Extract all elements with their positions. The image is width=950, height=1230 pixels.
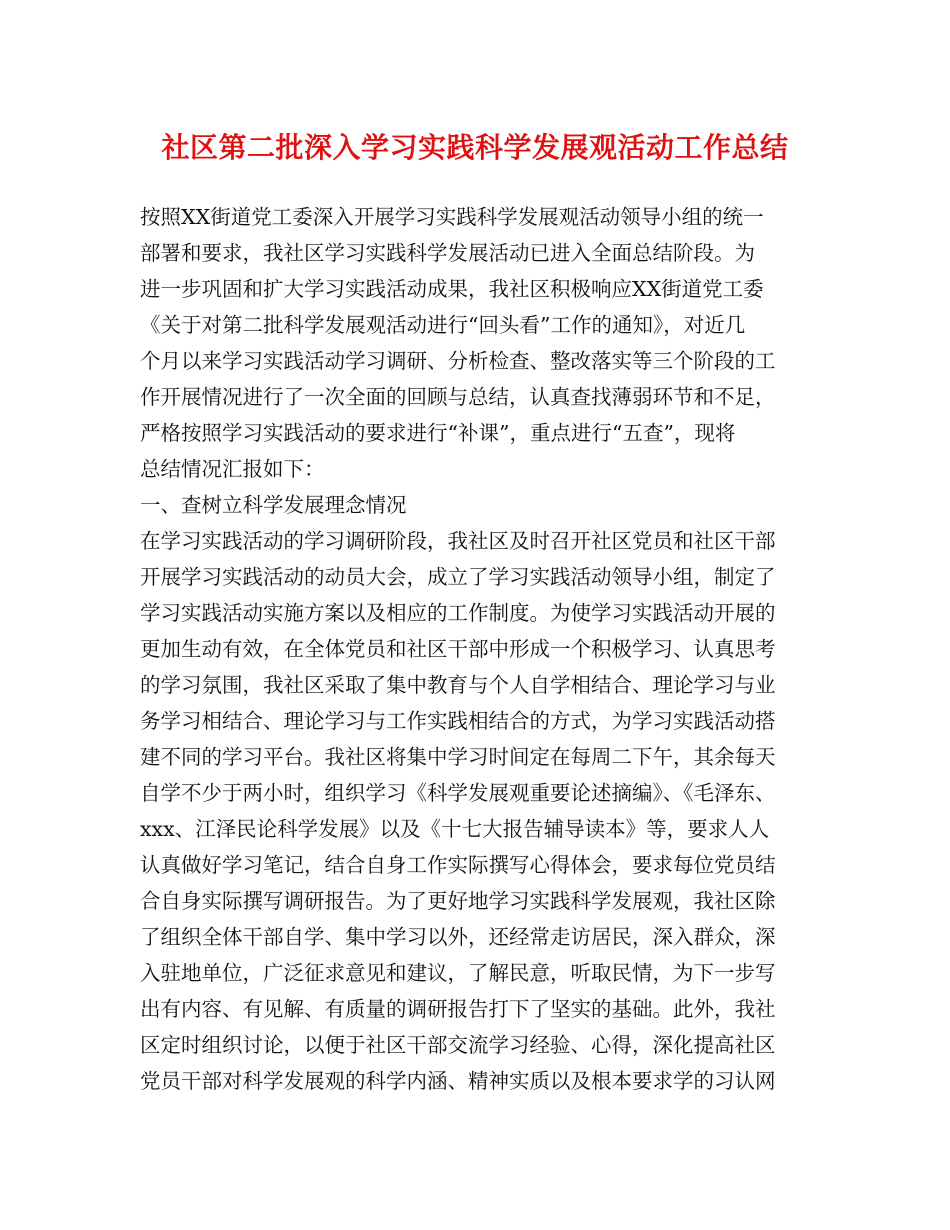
paragraph-line: 建不同的学习平台。我社区将集中学习时间定在每周二下午，其余每天 (140, 745, 776, 769)
paragraph-line: 务学习相结合、理论学习与工作实践相结合的方式，为学习实践活动搭 (140, 709, 776, 733)
paragraph-line: 学习实践活动实施方案以及相应的工作制度。为使学习实践活动开展的 (140, 601, 776, 625)
paragraph-line: 认真做好学习笔记，结合自身工作实际撰写心得体会，要求每位党员结 (140, 853, 776, 877)
section-heading: 一、查树立科学发展理念情况 (140, 493, 407, 517)
paragraph-line: 区定时组织讨论，以便于社区干部交流学习经验、心得，深化提高社区 (140, 1033, 776, 1057)
paragraph-line: 个月以来学习实践活动学习调研、分析检查、整改落实等三个阶段的工 (140, 349, 776, 373)
paragraph-line: 《关于对第二批科学发展观活动进行“回头看”工作的通知》，对近几 (140, 313, 746, 337)
paragraph-line: 部署和要求，我社区学习实践科学发展活动已进入全面总结阶段。为 (140, 241, 755, 265)
document-body (140, 199, 830, 1099)
paragraph-line: 进一步巩固和扩大学习实践活动成果，我社区积极响应XX街道党工委 (140, 277, 764, 301)
paragraph-line: 按照XX街道党工委深入开展学习实践科学发展观活动领导小组的统一 (140, 205, 764, 229)
paragraph-line: 严格按照学习实践活动的要求进行“补课”，重点进行“五查”，现将 (140, 421, 736, 445)
paragraph-line: 总结情况汇报如下： (140, 457, 325, 481)
paragraph-line: 党员干部对科学发展观的科学内涵、精神实质以及根本要求学的习认网 (140, 1069, 776, 1093)
paragraph-line: 在学习实践活动的学习调研阶段，我社区及时召开社区党员和社区干部 (140, 529, 776, 553)
paragraph-line: 入驻地单位，广泛征求意见和建议，了解民意，听取民情，为下一步写 (140, 961, 776, 985)
paragraph-line: 了组织全体干部自学、集中学习以外，还经常走访居民，深入群众，深 (140, 925, 776, 949)
document-title: 社区第二批深入学习实践科学发展观活动工作总结 (161, 131, 789, 164)
paragraph-line: xxx、江泽民论科学发展》以及《十七大报告辅导读本》等，要求人人 (140, 817, 770, 841)
paragraph-line: 的学习氛围，我社区采取了集中教育与个人自学相结合、理论学习与业 (140, 673, 776, 697)
paragraph-line: 作开展情况进行了一次全面的回顾与总结，认真查找薄弱环节和不足， (140, 385, 776, 409)
paragraph-line: 出有内容、有见解、有质量的调研报告打下了坚实的基础。此外，我社 (140, 997, 776, 1021)
paragraph-line: 合自身实际撰写调研报告。为了更好地学习实践科学发展观，我社区除 (140, 889, 776, 913)
paragraph-line: 开展学习实践活动的动员大会，成立了学习实践活动领导小组，制定了 (140, 565, 776, 589)
paragraph-line: 更加生动有效，在全体党员和社区干部中形成一个积极学习、认真思考 (140, 637, 776, 661)
paragraph-line: 自学不少于两小时，组织学习《科学发展观重要论述摘编》、《毛泽东、 (140, 781, 776, 805)
